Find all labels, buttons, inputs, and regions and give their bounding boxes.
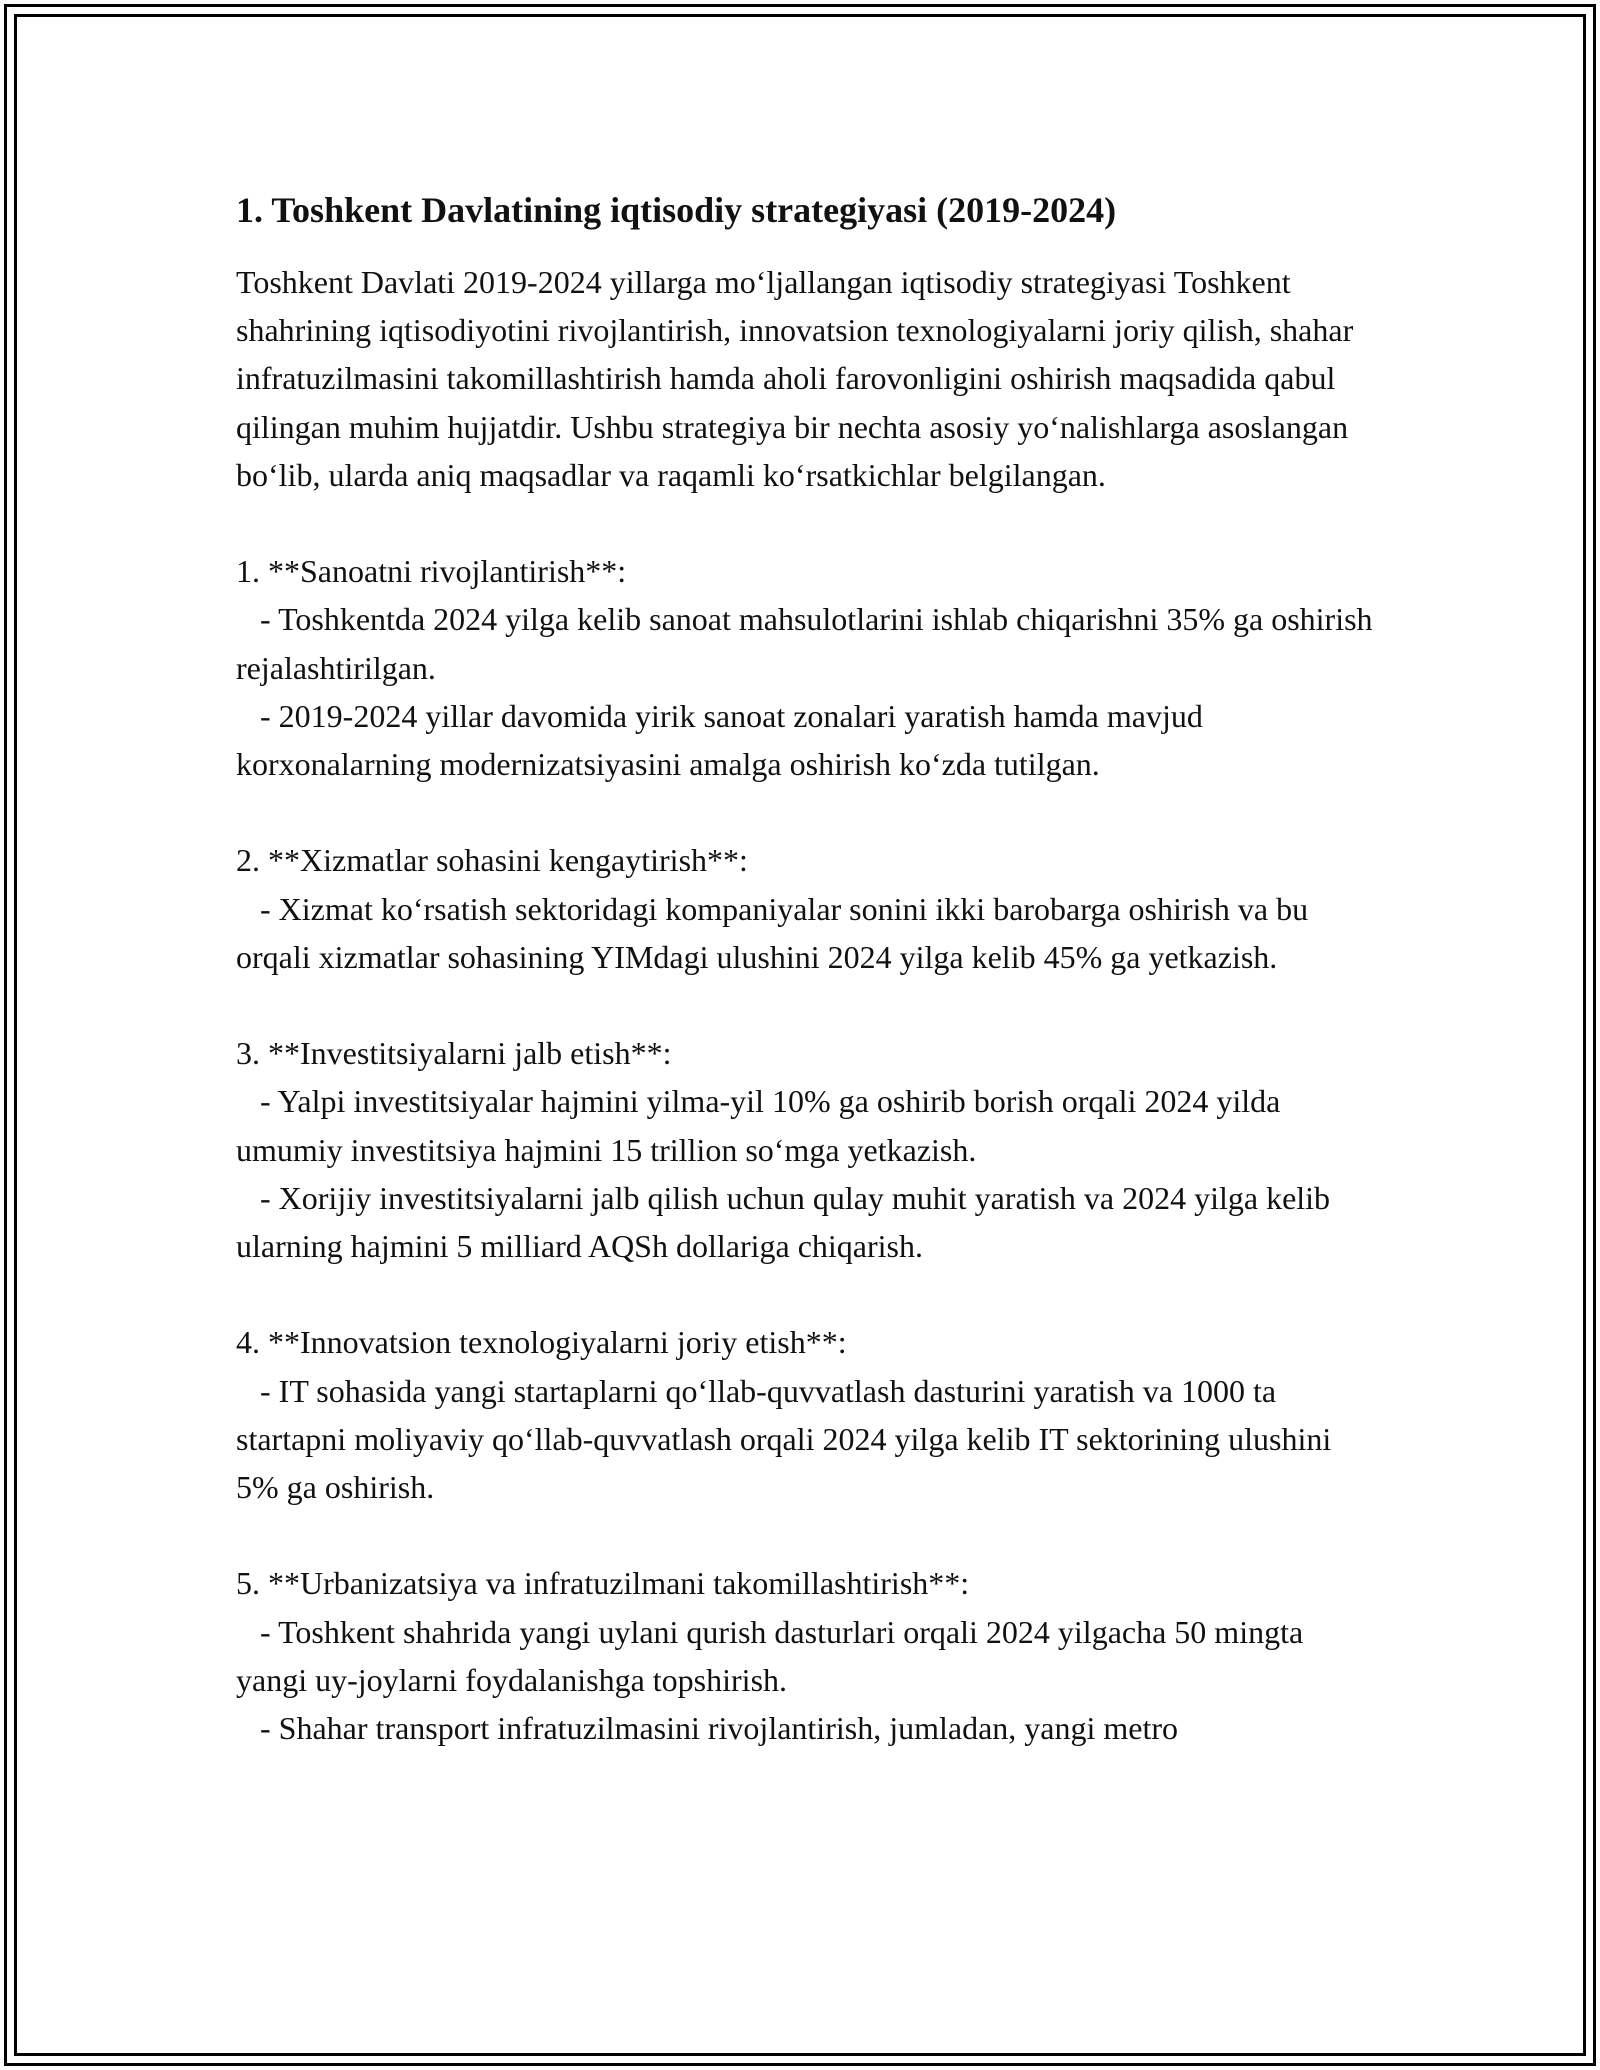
section-heading: 4. **Innovatsion texnologiyalarni joriy etish**: <box>236 1324 847 1361</box>
section-urbanization <box>236 1559 1376 1752</box>
section-heading: 3. **Investitsiyalarni jalb etish**: <box>236 1035 672 1072</box>
section-innovation <box>236 1318 1376 1511</box>
list-item: - Yalpi investitsiyalar hajmini yilma-yil 10% ga oshirib borish orqali 2024 yilda umumiy investitsiya hajmini 15 trillion soʻmga yetkazish. <box>236 1083 1289 1168</box>
section-investments <box>236 1029 1376 1270</box>
list-item: - Xizmat koʻrsatish sektoridagi kompaniyalar sonini ikki barobarga oshirish va bu orqali xizmatlar sohasining YIMdagi ulushini 2024 yilga kelib 45% ga yetkazish. <box>236 890 1317 975</box>
document-body <box>236 186 1381 1752</box>
section-spacer <box>236 788 1376 836</box>
list-item: - Xorijiy investitsiyalarni jalb qilish uchun qulay muhit yaratish va 2024 yilga kelib ularning hajmini 5 milliard AQSh dollariga chiqarish. <box>236 1179 1339 1265</box>
section-industry <box>236 547 1381 788</box>
section-services <box>236 836 1376 981</box>
list-item: - Toshkentda 2024 yilga kelib sanoat mahsulotlarini ishlab chiqarishni 35% ga oshirish rejalashtirilgan. <box>236 601 1381 686</box>
section-spacer <box>236 981 1376 1029</box>
section-spacer <box>236 1511 1376 1559</box>
intro-paragraph: Toshkent Davlati 2019-2024 yillarga moʻljallangan iqtisodiy strategiyasi Toshkent shahrining iqtisodiyotini rivojlantirish, innovatsion texnologiyalarni joriy qilish, shahar infratuzilmasini takomillashtirish hamda aholi farovonligini oshirish maqsadida qabul qilingan muhim hujjatdir. Ushbu strategiya bir nechta asosiy yoʻnalishlarga asoslangan boʻlib, ularda aniq maqsadlar va raqamli koʻrsatkichlar belgilangan. <box>236 264 1362 493</box>
list-item: - 2019-2024 yillar davomida yirik sanoat zonalari yaratish hamda mavjud korxonalarning modernizatsiyasini amalga oshirish koʻzda tutilgan. <box>236 697 1211 783</box>
document-title: 1. Toshkent Davlatining iqtisodiy strategiyasi (2019-2024) <box>236 190 1117 230</box>
section-heading: 2. **Xizmatlar sohasini kengaytirish**: <box>236 842 748 879</box>
section-spacer <box>236 1270 1376 1318</box>
list-item: - Shahar transport infratuzilmasini rivojlantirish, jumladan, yangi metro <box>236 1710 1178 1747</box>
section-spacer <box>236 499 1376 547</box>
section-heading: 1. **Sanoatni rivojlantirish**: <box>236 553 627 590</box>
section-heading: 5. **Urbanizatsiya va infratuzilmani takomillashtirish**: <box>236 1565 970 1602</box>
list-item: - Toshkent shahrida yangi uylani qurish dasturlari orqali 2024 yilgacha 50 mingta yangi uy-joylarni foydalanishga topshirish. <box>236 1613 1312 1698</box>
list-item: - IT sohasida yangi startaplarni qoʻllab-quvvatlash dasturini yaratish va 1000 ta startapni moliyaviy qoʻllab-quvvatlash orqali 2024 yilga kelib IT sektorining ulushini 5% ga oshirish. <box>236 1372 1340 1506</box>
